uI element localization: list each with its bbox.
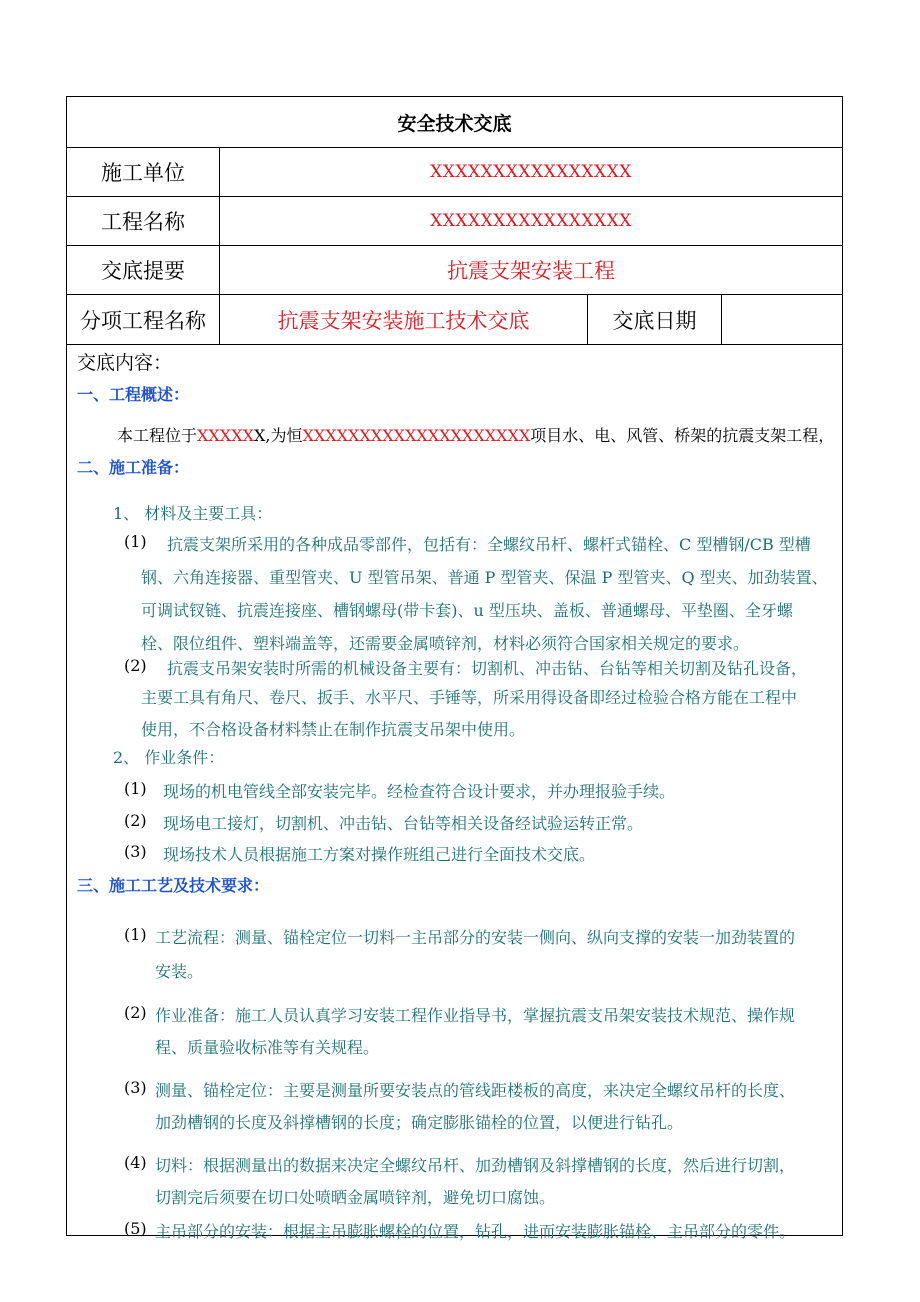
materials-line-2: 钢、六角连接器、重型管夹、U 型管吊架、普通 P 型管夹、保温 P 型管夹、Q 型夹、加劲装置、: [141, 568, 828, 587]
sub-project-value: 抗震支架安装施工技术交底: [220, 295, 588, 344]
item-materials-title: 1、 材料及主要工具：: [113, 504, 273, 523]
summary-value: 抗震支架安装工程: [447, 259, 615, 283]
condition-2: 现场电工接灯，切割机、冲击钻、台钻等相关设备经试验运转正常。: [163, 814, 644, 833]
overview-paragraph: 本工程位于XXXXXX,为恒XXXXXXXXXXXXXXXXXXXX项目水、电、风管、桥架的抗震支架工程，: [117, 426, 835, 445]
item-number: (1): [124, 925, 147, 944]
tools-line-3: 使用，不合格设备材料禁止在制作抗震支吊架中使用。: [141, 720, 526, 739]
form-title: 安全技术交底: [397, 112, 512, 135]
condition-1: 现场的机电管线全部安装完毕。经检查符合设计要求，并办理报验手续。: [163, 782, 676, 801]
date-label: 交底日期: [588, 295, 722, 344]
date-value[interactable]: [722, 295, 842, 344]
condition-3: 现场技术人员根据施工方案对操作班组己进行全面技术交底。: [163, 845, 596, 864]
unit-value: XXXXXXXXXXXXXXXX: [430, 162, 632, 182]
unit-row: [67, 148, 842, 197]
cut-line-1: 切料：根据测量出的数据来决定全螺纹吊杆、加劲槽钢及斜撑槽钢的长度，然后进行切割，: [155, 1156, 796, 1175]
materials-line-4: 栓、限位组件、塑料端盖等，还需要金属喷锌剂，材料必须符合国家相关规定的要求。: [141, 634, 750, 653]
measure-line-1: 测量、锚栓定位：主要是测量所要安装点的管线距楼板的高度，来决定全螺纹吊杆的长度、: [155, 1081, 796, 1100]
disclosure-content: [67, 345, 842, 1241]
materials-line-1: 抗震支架所采用的各种成品零部件，包括有：全螺纹吊杆、螺杆式锚栓、C 型槽钢/CB 型槽: [167, 535, 811, 554]
prep-line-1: 作业准备：施工人员认真学习安装工程作业指导书，掌握抗震支吊架安装技术规范、操作规: [155, 1006, 796, 1025]
project-label: 工程名称: [67, 197, 220, 245]
item-number: (3): [124, 1078, 147, 1097]
summary-label: 交底提要: [67, 246, 220, 294]
project-value: XXXXXXXXXXXXXXXX: [430, 211, 632, 231]
summary-row: [67, 246, 842, 295]
main-hanger-line-1: 主吊部分的安装：根据主吊膨胀螺栓的位置，钻孔，进而安装膨胀锚栓、主吊部分的零件。: [155, 1222, 796, 1241]
disclosure-form: [66, 96, 843, 1241]
sub-project-row: [67, 295, 842, 345]
item-number: (5): [124, 1219, 147, 1238]
tools-line-2: 主要工具有角尺、卷尺、扳手、水平尺、手锤等，所采用得设备即经过检验合格方能在工程中: [141, 688, 798, 707]
prep-line-2: 程、质量验收标准等有关规程。: [155, 1038, 380, 1057]
section-2-title: 二、施工准备：: [77, 458, 190, 477]
cut-line-2: 切割完后须要在切口处喷晒金属喷锌剂，避免切口腐蚀。: [155, 1188, 556, 1207]
title-row: [67, 97, 842, 148]
item-conditions-title: 2、 作业条件：: [113, 748, 225, 767]
section-3-title: 三、施工工艺及技术要求：: [77, 876, 270, 895]
item-number: (2): [124, 1003, 147, 1022]
item-number: (4): [124, 1153, 147, 1172]
content-heading: 交底内容：: [77, 352, 173, 374]
process-line-1: 工艺流程：测量、锚栓定位一切料一主吊部分的安装一侧向、纵向支撑的安装一加劲装置的: [155, 928, 796, 947]
item-number: (1): [124, 779, 147, 798]
tools-line-1: 抗震支吊架安装时所需的机械设备主要有：切割机、冲击钻、台钻等相关切割及钻孔设备，: [167, 659, 808, 678]
item-number: (1): [124, 532, 147, 551]
materials-line-3: 可调试钗链、抗震连接座、槽钢螺母(带卡套)、u 型压块、盖板、普通螺母、平垫圈、全牙螺: [141, 601, 793, 620]
item-number: (3): [124, 842, 147, 861]
process-line-2: 安装。: [155, 962, 204, 981]
item-number: (2): [124, 656, 147, 675]
item-number: (2): [124, 811, 147, 830]
unit-label: 施工单位: [67, 148, 220, 196]
project-row: [67, 197, 842, 246]
measure-line-2: 加劲槽钢的长度及斜撑槽钢的长度；确定膨胀锚栓的位置，以便进行钻孔。: [155, 1113, 684, 1132]
sub-project-label: 分项工程名称: [67, 295, 220, 344]
section-1-title: 一、工程概述：: [77, 385, 190, 404]
